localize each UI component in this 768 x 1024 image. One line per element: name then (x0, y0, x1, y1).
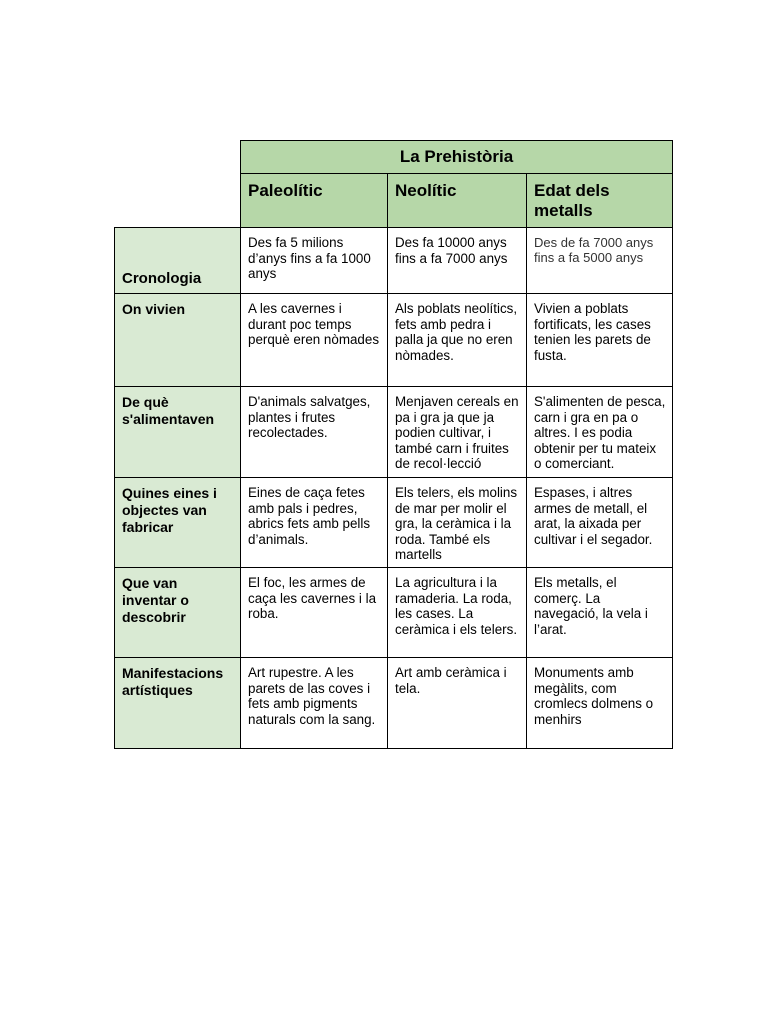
row-header-inventar: Que van inventar o descobrir (114, 567, 241, 658)
table-cell: A les cavernes i durant poc temps perquè eren nòmades (240, 293, 388, 387)
table-cell: S'alimenten de pesca, carn i gra en pa o altres. I es podia obtenir per tu mateix o comerciant. (526, 386, 673, 478)
table-title: La Prehistòria (240, 140, 673, 174)
row-header-alimentaven: De què s'alimentaven (114, 386, 241, 478)
table-cell: Menjaven cereals en pa i gra ja que ja podien cultivar, i també carn i fruites de recol·lecció (387, 386, 527, 478)
table-cell: Eines de caça fetes amb pals i pedres, abrics fets amb pells d’animals. (240, 477, 388, 568)
column-header-neolitic: Neolític (387, 173, 527, 228)
table-cell: Els metalls, el comerç. La navegació, la vela i l’arat. (526, 567, 673, 658)
table-cell: Art amb ceràmica i tela. (387, 657, 527, 749)
table-cell: Des de fa 7000 anys fins a fa 5000 anys (526, 227, 673, 294)
table-cell: Vivien a poblats fortificats, les cases tenien les parets de fusta. (526, 293, 673, 387)
column-header-paleolitic: Paleolític (240, 173, 388, 228)
column-header-edat-metalls: Edat dels metalls (526, 173, 673, 228)
table-cell: El foc, les armes de caça les cavernes i la roba. (240, 567, 388, 658)
table-cell: Els telers, els molins de mar per molir el gra, la ceràmica i la roda. També els martells (387, 477, 527, 568)
table-cell: Espases, i altres armes de metall, el arat, la aixada per cultivar i el segador. (526, 477, 673, 568)
row-header-cronologia: Cronologia (114, 227, 241, 294)
table-cell: La agricultura i la ramaderia. La roda, les cases. La ceràmica i els telers. (387, 567, 527, 658)
row-header-on-vivien: On vivien (114, 293, 241, 387)
row-header-eines: Quines eines i objectes van fabricar (114, 477, 241, 568)
table-cell: Art rupestre. A les parets de las coves i fets amb pigments naturals com la sang. (240, 657, 388, 749)
table-cell: D'animals salvatges, plantes i frutes recolectades. (240, 386, 388, 478)
table-cell: Als poblats neolítics, fets amb pedra i palla ja que no eren nòmades. (387, 293, 527, 387)
row-header-manifestacions: Manifestacions artístiques (114, 657, 241, 749)
table-cell: Des fa 10000 anys fins a fa 7000 anys (387, 227, 527, 294)
table-cell: Monuments amb megàlits, com cromlecs dolmens o menhirs (526, 657, 673, 749)
table-cell: Des fa 5 milions d’anys fins a fa 1000 anys (240, 227, 388, 294)
